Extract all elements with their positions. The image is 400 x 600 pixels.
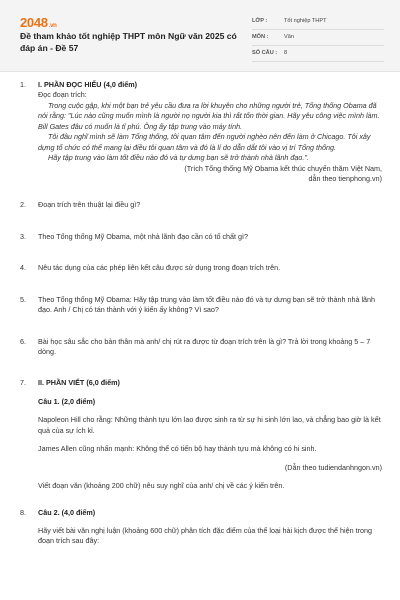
meta-value: Tốt nghiệp THPT — [284, 18, 327, 25]
meta-label: MÔN : — [252, 34, 269, 41]
section-heading: I. PHẦN ĐỌC HIỂU (4,0 điểm) — [38, 80, 138, 89]
quote-source: (Dẫn theo tudiendanhngon.vn) — [284, 462, 382, 472]
meta-label: LỚP : — [252, 18, 268, 25]
passage-paragraph: Trong cuộc gặp, khi một bạn trẻ yêu cầu đưa ra lời khuyên cho những người trẻ, Tổng thống Obama đã nói rằng: "Lúc nào cũng muốn mình là người nọ người kia thì rất tốn thời gian. Hãy yêu công việc mình làm. Bill Gates đâu có muốn là tỉ phú. Ông ấy tập trung vào máy tính. — [38, 100, 380, 131]
subquestion-heading: Câu 2. (4,0 điểm) — [38, 507, 96, 517]
passage-paragraph: Tôi đâu nghĩ mình sẽ làm Tổng thống, tôi quan tâm đến người nghèo nên đến làm ở Chicago. Tôi xây dựng tổ chức có thể mang lại điều tôi quan tâm và đó là lí do dẫn dắt tôi vào vị trí Tổng thống. — [38, 132, 371, 152]
question-body — [38, 508, 382, 547]
meta-row-subject — [252, 30, 384, 46]
question-number: 1. — [20, 80, 26, 89]
question-4 — [20, 263, 382, 273]
section-heading: II. PHẦN VIẾT (6,0 điểm) — [38, 378, 120, 388]
question-number: 2. — [20, 200, 26, 210]
question-body — [38, 378, 382, 491]
meta-value: Văn — [284, 34, 294, 41]
question-text: Theo Tổng thống Mỹ Obama: Hãy tập trung vào làm tốt điều nào đó và tự dưng bạn sẽ trở thành nhà lãnh đạo. Anh / Chị có tán thành với ý kiến ấy không? Vì sao? — [38, 294, 376, 315]
question-5 — [20, 295, 382, 316]
quote-paragraph: James Allen cũng nhấn mạnh: Không thể có tiến bộ hay thành tựu mà không có hi sinh. — [38, 444, 317, 454]
question-text: Nêu tác dụng của các phép liên kết câu được sử dụng trong đoạn trích trên. — [38, 263, 281, 273]
reading-intro: Đọc đoạn trích: — [38, 90, 87, 100]
question-text: Bài học sâu sắc cho bản thân mà anh/ chị rút ra được từ đoạn trích trên là gì? Trả lời trong khoảng 5 – 7 dòng. — [38, 336, 371, 356]
passage-source: (Trích Tổng thống Mỹ Obama kết thúc chuyến thăm Việt Nam, — [184, 163, 382, 173]
meta-table — [252, 14, 384, 62]
question-number: 6. — [20, 336, 26, 346]
question-body — [38, 80, 382, 184]
meta-row-count — [252, 46, 384, 62]
question-8 — [20, 508, 382, 547]
meta-row-class — [252, 14, 384, 30]
question-1 — [20, 80, 382, 184]
subquestion-heading: Câu 1. (2,0 điểm) — [38, 396, 96, 406]
question-number: 8. — [20, 507, 26, 517]
meta-value: 8 — [284, 50, 288, 57]
site-logo[interactable]: 2048.vn — [20, 15, 57, 30]
question-number: 3. — [20, 231, 26, 241]
question-6 — [20, 337, 382, 358]
page-title: Đề tham khảo tốt nghiệp THPT môn Ngữ văn 2025 có đáp án - Đề 57 — [20, 31, 237, 53]
question-text: Đoạn trích trên thuật lại điều gì? — [38, 200, 141, 210]
question-number: 4. — [20, 263, 26, 273]
question-text: Theo Tổng thống Mỹ Obama, một nhà lãnh đạo cần có tố chất gì? — [38, 231, 249, 241]
question-number: 5. — [20, 294, 26, 304]
passage-paragraph: Hãy tập trung vào làm tốt điều nào đó và tự dưng bạn sẽ trở thành nhà lãnh đạo.". — [48, 153, 309, 163]
task-text: Viết đoạn văn (khoảng 200 chữ) nêu suy nghĩ của anh/ chị về các ý kiến trên. — [38, 481, 285, 491]
question-7 — [20, 378, 382, 491]
document-header — [0, 0, 400, 72]
question-2 — [20, 200, 382, 210]
question-3 — [20, 232, 382, 242]
meta-label: SỐ CÂU : — [252, 50, 278, 57]
passage-source: dẫn theo tienphong.vn) — [308, 173, 382, 183]
question-number: 7. — [20, 378, 26, 388]
exam-content — [20, 80, 382, 547]
task-text: Hãy viết bài văn nghị luận (khoảng 600 chữ) phân tích đặc điểm của thể loại hài kịch được thể hiện trong đoạn trích sau đây: — [38, 525, 372, 546]
quote-paragraph: Napoleon Hill cho rằng: Những thành tựu lớn lao được sinh ra từ sự hi sinh lớn lao, và chẳng bao giờ là kết quả của sự ích kỉ. — [38, 415, 381, 435]
